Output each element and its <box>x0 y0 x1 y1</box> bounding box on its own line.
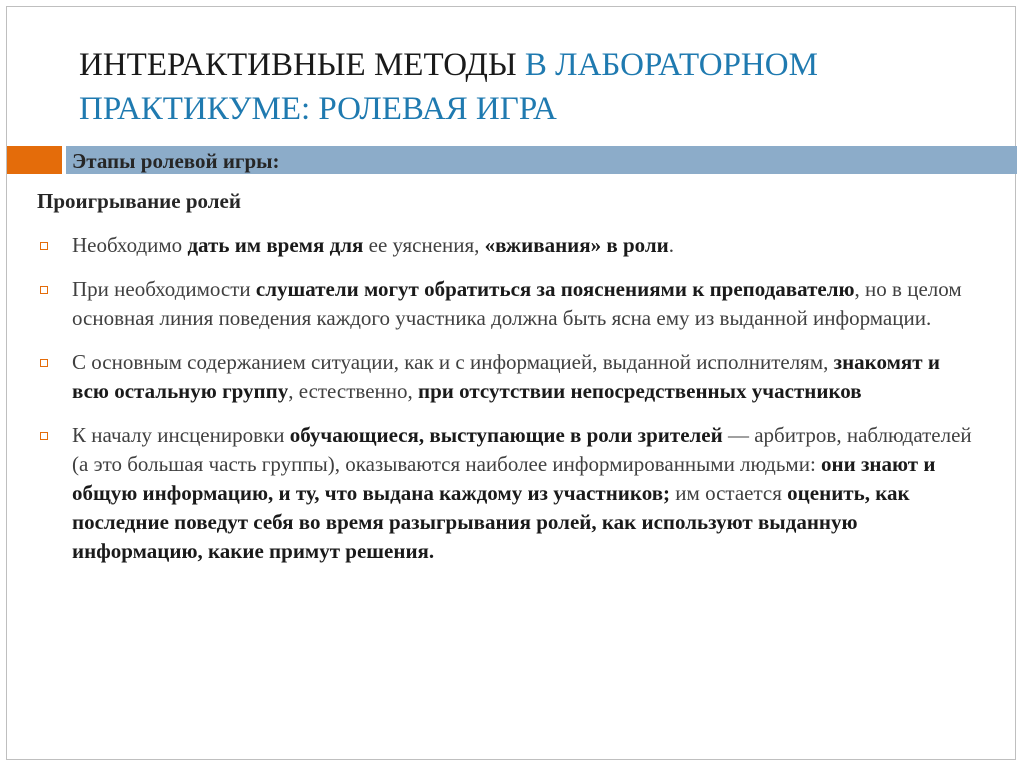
bold-segment: при отсутствии непосредственных участников <box>418 379 862 403</box>
bullet-item <box>37 275 977 333</box>
bold-segment: слушатели могут обратиться за пояснениями к преподавателю <box>255 277 855 301</box>
square-bullet-icon <box>40 286 48 294</box>
bullet-item <box>37 421 977 566</box>
bullet-list <box>37 231 977 581</box>
square-bullet-icon <box>40 242 48 250</box>
text-segment: Необходимо <box>72 233 188 257</box>
title-part-dark: ИНТЕРАКТИВНЫЕ МЕТОДЫ <box>79 47 525 83</box>
text-segment: , но в целом основная линия поведения каждого участника должна быть ясна ему из выданной информации. <box>72 277 962 330</box>
text-segment: им остается <box>670 481 788 505</box>
bullet-text <box>72 233 674 257</box>
bold-segment: обучающиеся, выступающие в роли зрителей <box>289 423 723 447</box>
bold-segment: знакомят и всю остальную группу <box>72 350 940 403</box>
text-segment: С основным содержанием ситуации, как и с информацией, выданной исполнителям, <box>72 350 834 374</box>
text-segment: — арбитров, наблюдателей (а это большая часть группы), оказываются наиболее информированными людьми: <box>72 423 972 476</box>
bullet-item <box>37 231 977 260</box>
bold-segment: дать им время для <box>187 233 364 257</box>
slide <box>6 6 1016 760</box>
bullet-text <box>72 423 972 563</box>
text-segment: , естественно, <box>288 379 418 403</box>
subtitle-text: Этапы ролевой игры: <box>72 149 280 173</box>
text-segment: При необходимости <box>72 277 256 301</box>
bullet-item <box>37 348 977 406</box>
text-segment: К началу инсценировки <box>72 423 290 447</box>
text-segment: ее уяснения, <box>363 233 485 257</box>
bold-segment: «вживания» в роли <box>484 233 669 257</box>
square-bullet-icon <box>40 359 48 367</box>
bold-segment: оценить, как последние поведут себя во время разыгрывания ролей, как используют выданную информацию, какие примут решения. <box>72 481 910 563</box>
bullet-text <box>72 277 962 330</box>
section-heading: Проигрывание ролей <box>37 189 241 213</box>
bold-segment: они знают и общую информацию, и ту, что выдана каждому из участников; <box>72 452 936 505</box>
square-bullet-icon <box>40 432 48 440</box>
bullet-text <box>72 350 940 403</box>
title-part-blue: В ЛАБОРАТОРНОМ ПРАКТИКУМЕ: РОЛЕВАЯ ИГРА <box>79 47 818 127</box>
text-segment: . <box>668 233 675 257</box>
subtitle-accent-block <box>7 146 62 174</box>
slide-title <box>79 43 979 131</box>
